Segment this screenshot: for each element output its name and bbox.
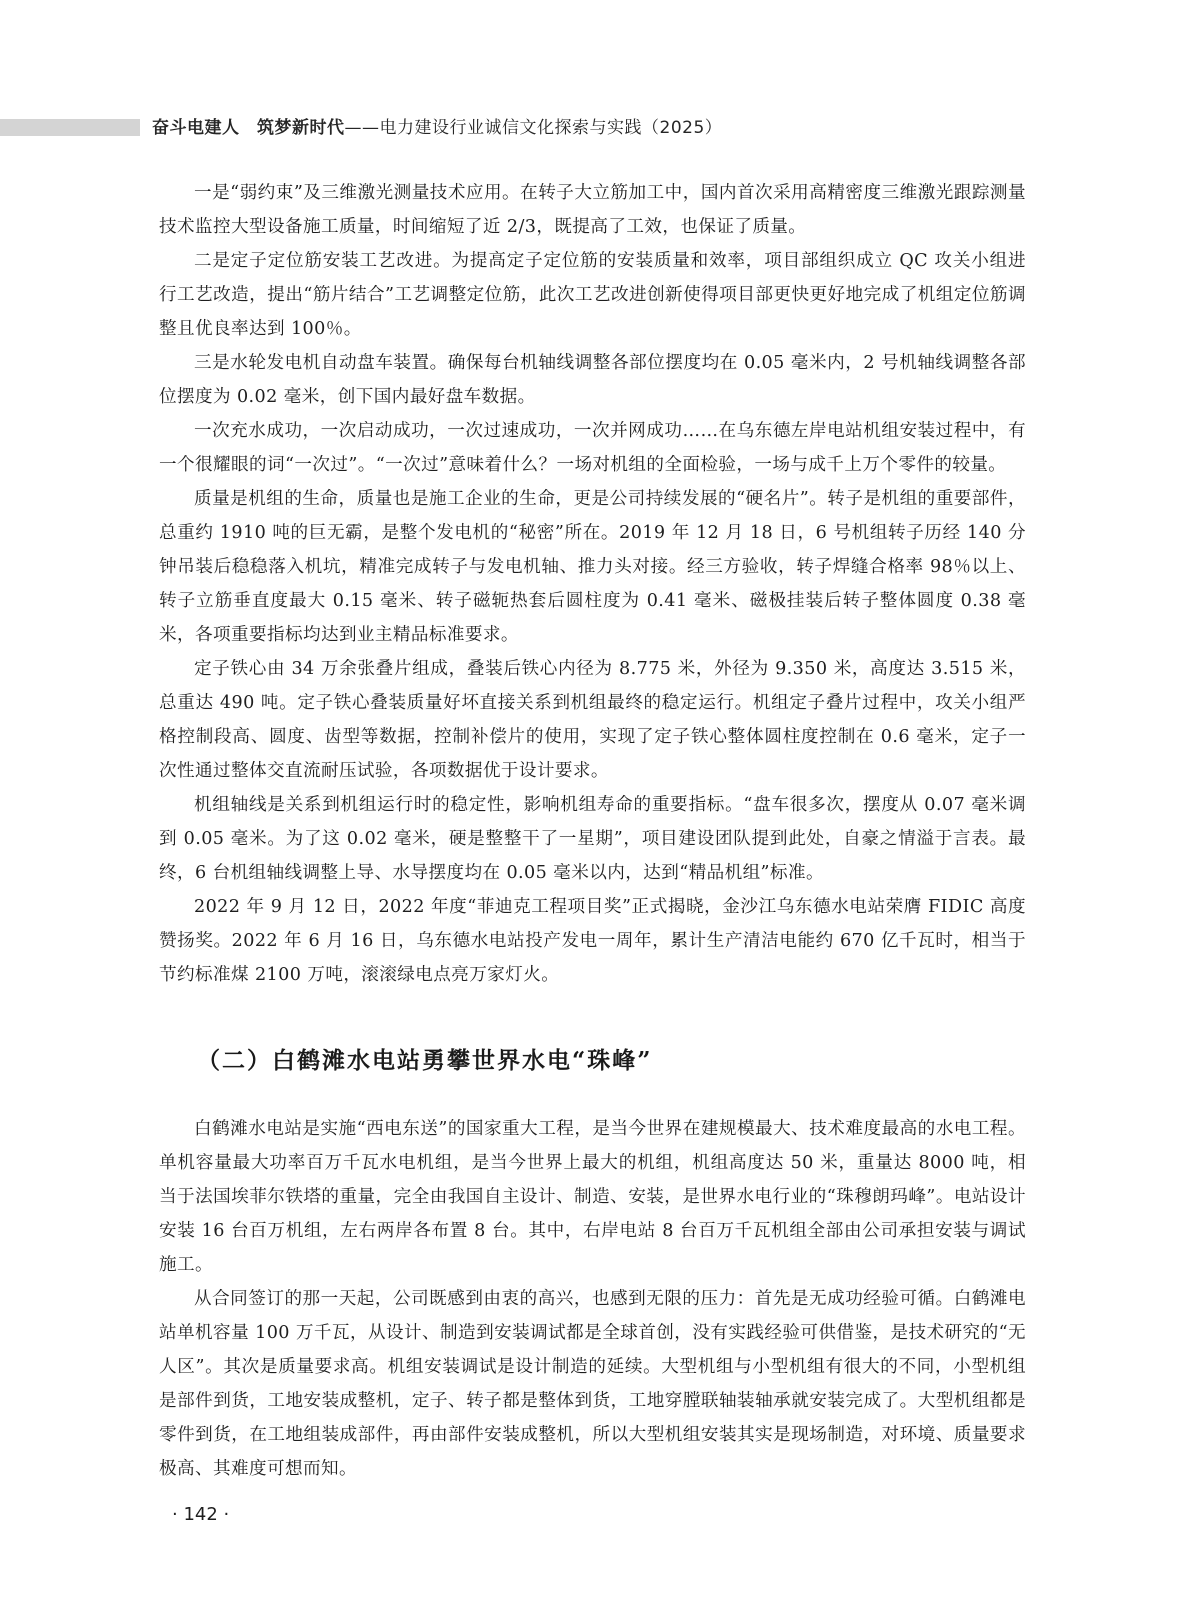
header-title-bold: 奋斗电建人 筑梦新时代 (152, 118, 345, 138)
paragraph: 质量是机组的生命，质量也是施工企业的生命，更是公司持续发展的“硬名片”。转子是机组的重要部件，总重约 1910 吨的巨无霸，是整个发电机的“秘密”所在。2019 年 12 月 18 日，6 号机组转子历经 140 分钟吊装后稳稳落入机坑，精准完成转子与发电机轴、推力头对接。经三方验收，转子焊缝合格率 98％以上、转子立筋垂直度最大 0.15 毫米、转子磁轭热套后圆柱度为 0.41 毫米、磁极挂装后转子整体圆度 0.38 毫米，各项重要指标均达到业主精品标准要求。 (159, 489, 1026, 645)
paragraph: 机组轴线是关系到机组运行时的稳定性，影响机组寿命的重要指标。“盘车很多次，摆度从 0.07 毫米调到 0.05 毫米。为了这 0.02 毫米，硬是整整干了一星期”，项目建设团队提到此处，自豪之情溢于言表。最终，6 台机组轴线调整上导、水导摆度均在 0.05 毫米以内，达到“精品机组”标准。 (159, 795, 1026, 883)
paragraph: 二是定子定位筋安装工艺改进。为提高定子定位筋的安装质量和效率，项目部组织成立 QC 攻关小组进行工艺改造，提出“筋片结合”工艺调整定位筋，此次工艺改进创新使得项目部更快更好地完成了机组定位筋调整且优良率达到 100％。 (159, 251, 1026, 339)
header-title-rest: ——电力建设行业诚信文化探索与实践（2025） (344, 118, 723, 138)
paragraph: 2022 年 9 月 12 日，2022 年度“菲迪克工程项目奖”正式揭晓，金沙江乌东德水电站荣膺 FIDIC 高度赞扬奖。2022 年 6 月 16 日，乌东德水电站投产发电一周年，累计生产清洁电能约 670 亿千瓦时，相当于节约标准煤 2100 万吨，滚滚绿电点亮万家灯火。 (159, 897, 1026, 985)
paragraph: 一是“弱约束”及三维激光测量技术应用。在转子大立筋加工中，国内首次采用高精密度三维激光跟踪测量技术监控大型设备施工质量，时间缩短了近 2/3，既提高了工效，也保证了质量。 (159, 183, 1026, 237)
section-heading: （二）白鹤滩水电站勇攀世界水电“珠峰” (197, 1047, 653, 1074)
paragraph: 定子铁心由 34 万余张叠片组成，叠装后铁心内径为 8.775 米，外径为 9.350 米，高度达 3.515 米，总重达 490 吨。定子铁心叠装质量好坏直接关系到机组最终的稳定运行。机组定子叠片过程中，攻关小组严格控制段高、圆度、齿型等数据，控制补偿片的使用，实现了定子铁心整体圆柱度控制在 0.6 毫米，定子一次性通过整体交直流耐压试验，各项数据优于设计要求。 (159, 659, 1026, 781)
page-number: · 142 · (172, 1504, 230, 1525)
header-decor-bar (0, 119, 140, 136)
body-text-bottom (159, 1112, 1026, 1486)
body-text-top (159, 176, 1026, 992)
paragraph: 一次充水成功，一次启动成功，一次过速成功，一次并网成功……在乌东德左岸电站机组安装过程中，有一个很耀眼的词“一次过”。“一次过”意味着什么？一场对机组的全面检验，一场与成千上万个零件的较量。 (159, 421, 1026, 475)
paragraph: 三是水轮发电机自动盘车装置。确保每台机轴线调整各部位摆度均在 0.05 毫米内，2 号机轴线调整各部位摆度为 0.02 毫米，创下国内最好盘车数据。 (159, 353, 1026, 407)
paragraph: 白鹤滩水电站是实施“西电东送”的国家重大工程，是当今世界在建规模最大、技术难度最高的水电工程。单机容量最大功率百万千瓦水电机组，是当今世界上最大的机组，机组高度达 50 米，重量达 8000 吨，相当于法国埃菲尔铁塔的重量，完全由我国自主设计、制造、安装，是世界水电行业的“珠穆朗玛峰”。电站设计安装 16 台百万机组，左右两岸各布置 8 台。其中，右岸电站 8 台百万千瓦机组全部由公司承担安装与调试施工。 (159, 1119, 1026, 1275)
running-header (152, 116, 722, 140)
paragraph: 从合同签订的那一天起，公司既感到由衷的高兴，也感到无限的压力：首先是无成功经验可循。白鹤滩电站单机容量 100 万千瓦，从设计、制造到安装调试都是全球首创，没有实践经验可供借鉴，是技术研究的“无人区”。其次是质量要求高。机组安装调试是设计制造的延续。大型机组与小型机组有很大的不同，小型机组是部件到货，工地安装成整机，定子、转子都是整体到货，工地穿膛联轴装轴承就安装完成了。大型机组都是零件到货，在工地组装成部件，再由部件安装成整机，所以大型机组安装其实是现场制造，对环境、质量要求极高、其难度可想而知。 (159, 1289, 1026, 1479)
